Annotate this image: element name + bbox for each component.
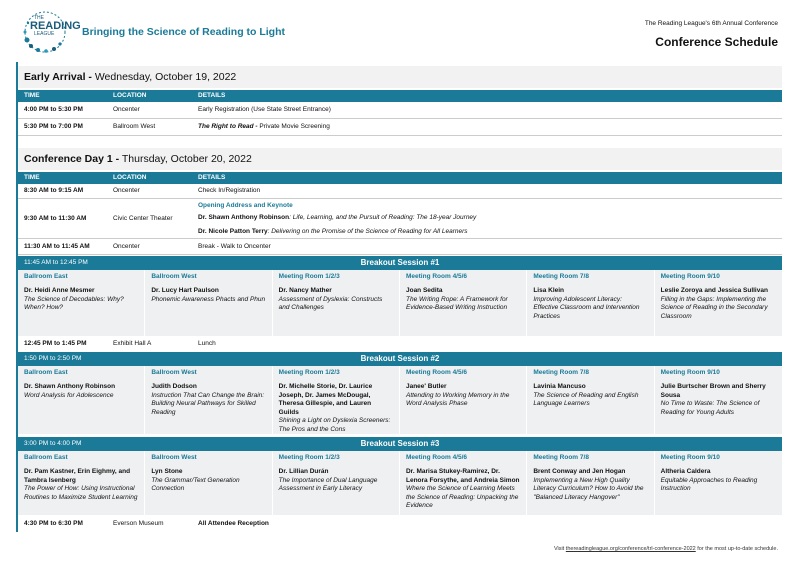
session-cell: Ballroom West Lyn Stone The Grammar/Text Generation Connection [145, 451, 272, 515]
early-arrival-heading: Early Arrival - Wednesday, October 19, 2022 [18, 66, 782, 88]
footer-note: Visit thereadingleague.org/conference/trl-conference-2022 for the most up-to-date schedule. [553, 546, 778, 552]
session-cell: Meeting Room 4/5/6 Janee' Butler Attending to Working Memory in the Word Analysis Phase [400, 366, 527, 434]
page-title: Conference Schedule [655, 35, 778, 49]
breakout-session-2-grid [18, 366, 782, 434]
session-cell: Meeting Room 4/5/6 Joan Sedita The Writing Rope: A Framework for Evidence-Based Writing Instruction [400, 270, 527, 336]
breakout-session-1-grid [18, 270, 782, 336]
day1-heading: Conference Day 1 - Thursday, October 20, 2022 [18, 148, 782, 170]
page-header [0, 0, 800, 62]
day1-table-header: TIME LOCATION DETAILS [18, 172, 782, 184]
session-cell: Meeting Room 9/10 Leslie Zoroya and Jessica Sullivan Filling in the Gaps: Implementing the Science of Reading in the Secondary Classroom [660, 273, 768, 320]
session-cell: Meeting Room 9/10 Julie Burtscher Brown and Sherry Sousa No Time to Waste: The Science of Reading for Young Adults [660, 369, 766, 416]
breakout-session-3-header: 3:00 PM to 4:00 PM Breakout Session #3 [18, 437, 782, 451]
session-cell: Meeting Room 1/2/3 Dr. Lillian Durán The Importance of Dual Language Assessment in Early Literacy [273, 451, 400, 515]
session-cell: Ballroom West Judith Dodson Instruction That Can Change the Brain: Building Neural Pathways for Skilled Reading [145, 366, 272, 434]
session-cell: Meeting Room 9/10 Altheria Caldera Equitable Approaches to Reading Instruction [660, 454, 758, 493]
session-cell: Meeting Room 4/5/6 Dr. Marisa Stukey-Ramirez, Dr. Lenora Forsythe, and Andreia Simon Where the Science of Learning Meets the Science of Reading: Unpacking the Evidence [400, 451, 527, 515]
session-cell: Ballroom East Dr. Heidi Anne Mesmer The Science of Decodables: Why? When? How? [18, 270, 145, 336]
breakout-session-2-header: 1:50 PM to 2:50 PM Breakout Session #2 [18, 352, 782, 366]
session-cell: Meeting Room 7/8 Lavinia Mancuso The Science of Reading and English Language Learners [527, 366, 654, 434]
session-cell: Meeting Room 7/8 Lisa Klein Improving Adolescent Literacy: Effective Classroom and Intervention Practices [527, 270, 654, 336]
tagline: Bringing the Science of Reading to Light [82, 26, 286, 38]
table-row: 11:30 AM to 11:45 AM Oncenter Break - Walk to Oncenter [18, 239, 782, 255]
table-row: 8:30 AM to 9:15 AM Oncenter Check In/Registration [18, 184, 782, 199]
keynote-row: 9:30 AM to 11:30 AM Civic Center Theater Opening Address and Keynote Dr. Shawn Anthony Robinson: Life, Learning, and the Pursuit of Reading: The 18-year Journey Dr. Nicole Patton Terry: Delivering on the Promise of the Science of Reading for All Learners [18, 199, 782, 239]
session-cell: Meeting Room 1/2/3 Dr. Nancy Mather Assessment of Dyslexia: Constructs and Challenges [273, 270, 400, 336]
session-cell: Meeting Room 1/2/3 Dr. Michelle Storie, Dr. Laurice Joseph, Dr. James McDougal, Theresa Gillespie, and Lauren Guilds Shining a Light on Dyslexia Screeners: The Pros and the Cons [273, 366, 400, 434]
schedule-link[interactable]: thereadingleague.org/conference/trl-conference-2022 [565, 546, 696, 552]
table-row: 5:30 PM to 7:00 PM Ballroom West The Right to Read - Private Movie Screening [18, 119, 782, 136]
logo-text: THE READING LEAGUE [30, 15, 81, 37]
breakout-session-3-grid [18, 451, 782, 515]
session-cell: Ballroom West Dr. Lucy Hart Paulson Phonemic Awareness Phacts and Phun [145, 270, 272, 336]
breakout-session-1-header: 11:45 AM to 12:45 PM Breakout Session #1 [18, 256, 782, 270]
lunch-row: 12:45 PM to 1:45 PM Exhibit Hall A Lunch [24, 340, 216, 347]
session-cell: Meeting Room 7/8 Brent Conway and Jen Hogan Implementing a New High Quality Literacy Curriculum? How to Avoid the "Balanced Literacy Hangover" [527, 451, 654, 515]
session-cell: Ballroom East Dr. Pam Kastner, Erin Eighmy, and Tambra Isenberg The Power of How: Using Instructional Routines to Maximize Student Learning [18, 451, 145, 515]
table-row: 4:00 PM to 5:30 PM Oncenter Early Registration (Use State Street Entrance) [18, 102, 782, 119]
reception-row: 4:30 PM to 6:30 PM Everson Museum All Attendee Reception [24, 520, 269, 527]
conference-subtitle: The Reading League's 6th Annual Conference [644, 20, 778, 27]
session-cell: Ballroom East Dr. Shawn Anthony Robinson Word Analysis for Adolescence [18, 366, 145, 434]
early-table-header: TIME LOCATION DETAILS [18, 90, 782, 102]
